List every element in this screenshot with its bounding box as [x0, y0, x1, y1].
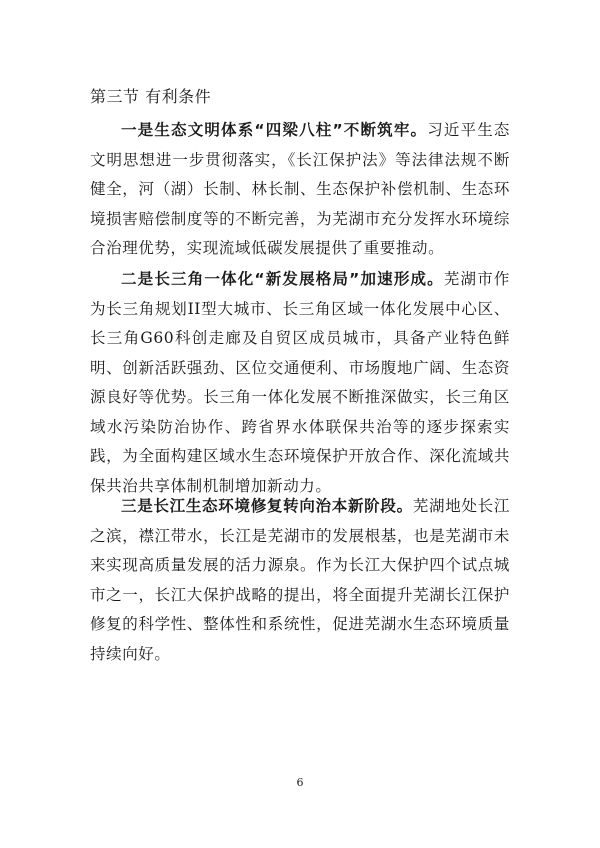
section-title: 第三节 有利条件 [90, 87, 212, 106]
paragraph-2-lead: 二是长三角一体化“新发展格局”加速形成。 [121, 270, 444, 288]
paragraph-1-lead: 一是生态文明体系“四梁八柱”不断筑牢。 [121, 121, 428, 139]
paragraph-3-body: 芜湖地处长江之滨，襟江带水，长江是芜湖市的发展根基，也是芜湖市未来实现高质量发展的活力源泉。作为长江大保护四个试点城市之一，长江大保护战略的提出，将全面提升芜湖长江保护修复的科学性、整体性和系统性，促进芜湖水生态环境质量持续向好。 [90, 497, 510, 663]
paragraph-2-body: 芜湖市作为长三角规划II型大城市、长三角区域一体化发展中心区、长三角G60科创走廊及自贸区成员城市，具备产业特色鲜明、创新活跃强劲、区位交通便利、市场腹地广阔、生态资源良好等优势。长三角一体化发展不断推深做实，长三角区域水污染防治协作、跨省界水体联保共治等的逐步探索实践，为全面构建区域水生态环境保护开放合作、深化流域共保共治共享体制机制增加新动力。 [90, 270, 510, 495]
paragraph-3-lead: 三是长江生态环境修复转向治本新阶段。 [121, 497, 413, 515]
paragraph-1-body: 习近平生态文明思想进一步贯彻落实，《长江保护法》等法律法规不断健全，河（湖）长制、林长制、生态保护补偿机制、生态环境损害赔偿制度等的不断完善，为芜湖市充分发挥水环境综合治理优势，实现流域低碳发展提供了重要推动。 [90, 121, 510, 257]
paragraph-3 [90, 492, 510, 669]
page-number: 6 [296, 776, 304, 789]
paragraph-1 [90, 116, 510, 264]
paragraph-2 [90, 265, 510, 501]
